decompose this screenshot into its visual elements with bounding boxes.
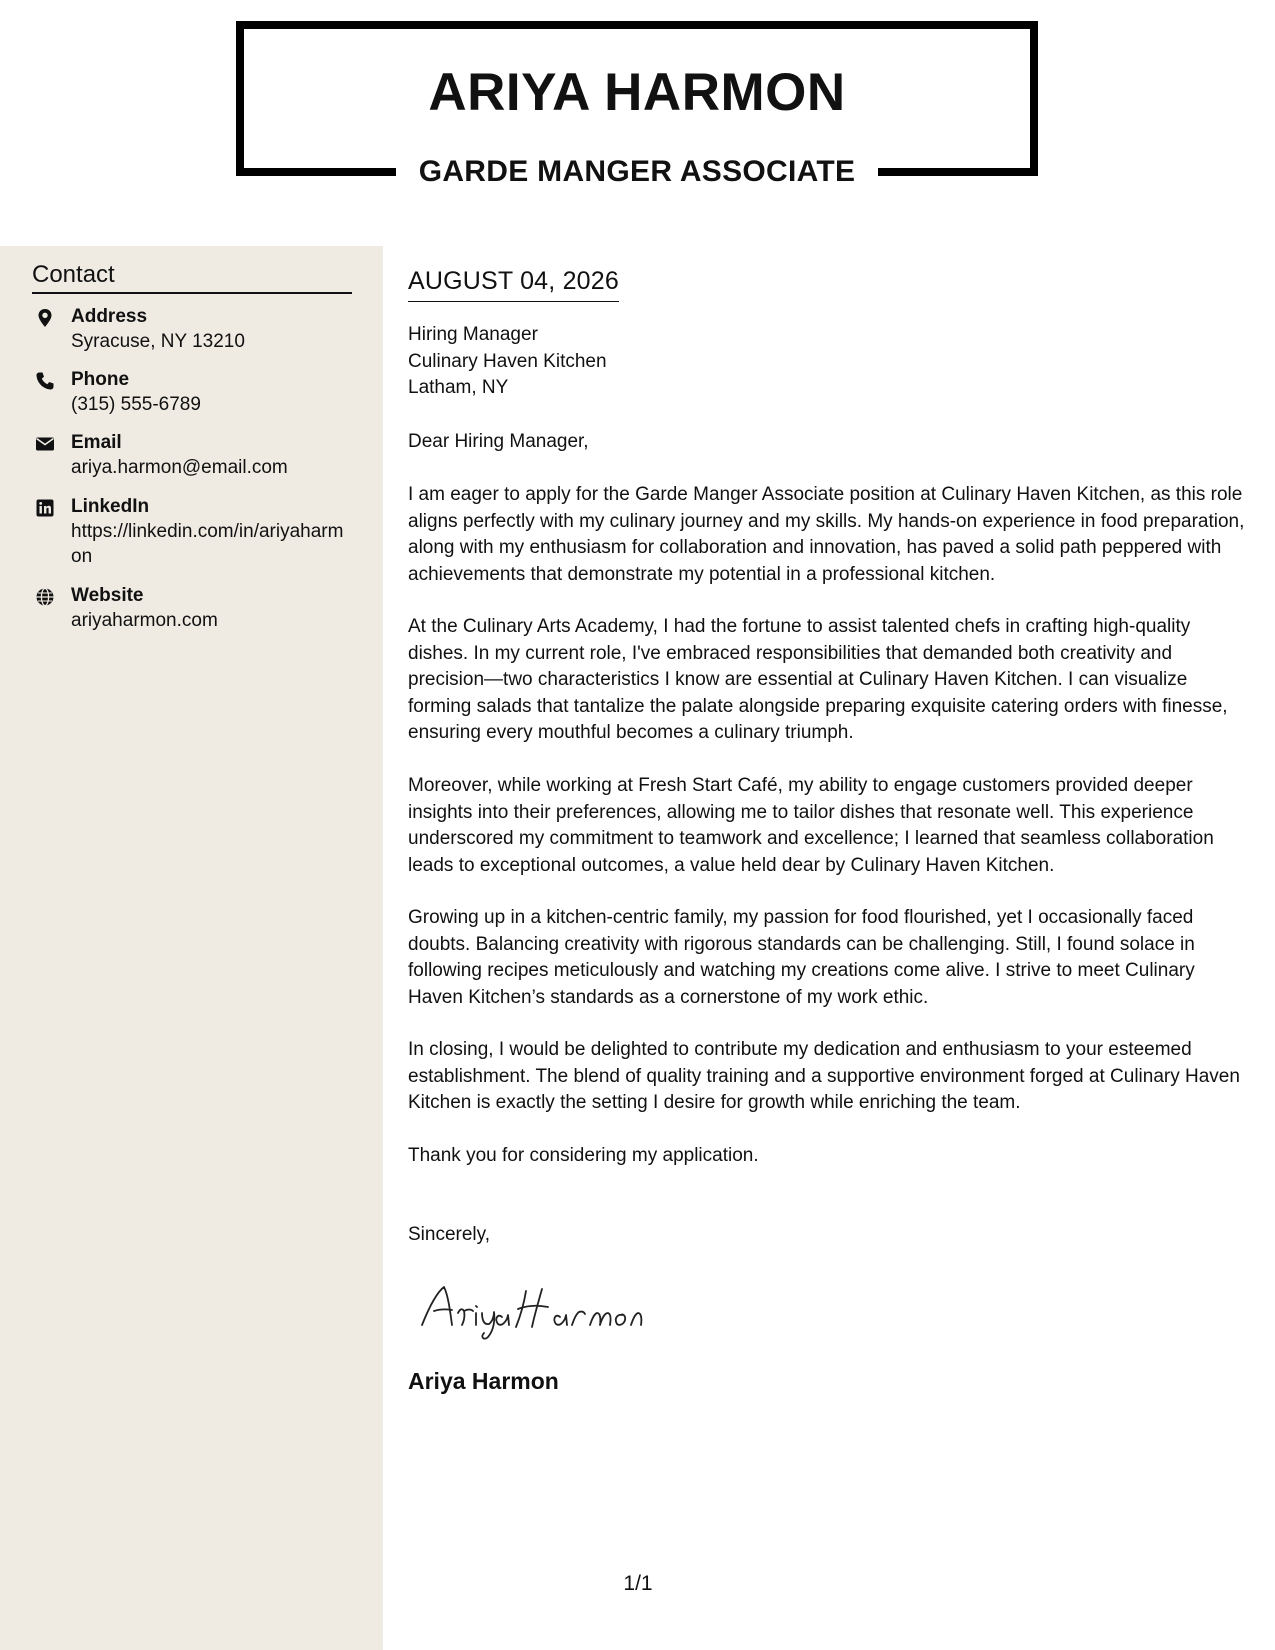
paragraph-4: Growing up in a kitchen-centric family, my passion for food flourished, yet I occasionally faced doubts. Balancing creativity with rigorous standards can be challenging. Still, I found solace in following recipes meticulously and watching my creations come alive. I strive to meet Culinary Haven Kitchen’s standards as a cornerstone of my work ethic. <box>408 907 1195 1008</box>
envelope-icon <box>35 434 55 454</box>
recipient-title: Hiring Manager <box>408 324 538 345</box>
contact-email-label: Email <box>71 432 122 453</box>
contact-website-value: ariyaharmon.com <box>71 610 218 631</box>
recipient-location: Latham, NY <box>408 377 509 398</box>
job-title: GARDE MANGER ASSOCIATE <box>418 155 856 188</box>
paragraph-5: In closing, I would be delighted to contribute my dedication and enthusiasm to your esteemed establishment. The blend of quality training and a supportive environment forged at Culinary Haven Kitchen is exactly the setting I desire for growth while enriching the team. <box>408 1039 1240 1113</box>
recipient-block <box>408 322 607 402</box>
paragraph-3: Moreover, while working at Fresh Start Café, my ability to engage customers provided deeper insights into their preferences, allowing me to tailor dishes that resonate well. This experience underscored my commitment to teamwork and excellence; I learned that seamless collaboration leads to exceptional outcomes, a value held dear by Culinary Haven Kitchen. <box>408 775 1214 876</box>
page-number: 1/1 <box>623 1572 653 1595</box>
greeting: Dear Hiring Manager, <box>408 431 589 452</box>
contact-phone-label: Phone <box>71 369 130 390</box>
closing: Sincerely, <box>408 1224 491 1245</box>
contact-website-label: Website <box>71 585 144 606</box>
globe-icon <box>35 587 55 607</box>
contact-linkedin-value: https://linkedin.com/in/ariyaharmon <box>71 521 344 567</box>
contact-heading: Contact <box>32 260 352 294</box>
letter-date: AUGUST 04, 2026 <box>408 264 619 302</box>
thanks-line: Thank you for considering my application. <box>408 1145 759 1166</box>
signer-name: Ariya Harmon <box>408 1368 559 1394</box>
handwritten-signature <box>414 1275 674 1345</box>
map-pin-icon <box>35 308 55 328</box>
phone-icon <box>35 371 55 391</box>
paragraph-2: At the Culinary Arts Academy, I had the fortune to assist talented chefs in crafting high-quality dishes. In my current role, I've embraced responsibilities that demanded both creativity and precision—two characteristics I know are essential at Culinary Haven Kitchen. I can visualize forming salads that tantalize the palate alongside preparing exquisite catering orders with finesse, ensuring every mouthful becomes a culinary triumph. <box>408 616 1228 743</box>
contact-address-label: Address <box>71 306 148 327</box>
applicant-name: ARIYA HARMON <box>428 63 846 122</box>
recipient-company: Culinary Haven Kitchen <box>408 350 607 372</box>
paragraph-1: I am eager to apply for the Garde Manger Associate position at Culinary Haven Kitchen, as this role aligns perfectly with my culinary journey and my skills. My hands-on experience in food preparation, along with my enthusiasm for collaboration and innovation, has paved a solid path peppered with achievements that demonstrate my potential in a professional kitchen. <box>408 484 1245 585</box>
linkedin-icon <box>35 498 55 518</box>
contact-phone-value: (315) 555-6789 <box>71 394 201 415</box>
contact-address-value: Syracuse, NY 13210 <box>71 331 245 352</box>
contact-email-value: ariya.harmon@email.com <box>71 457 288 478</box>
contact-linkedin-label: LinkedIn <box>71 496 150 517</box>
